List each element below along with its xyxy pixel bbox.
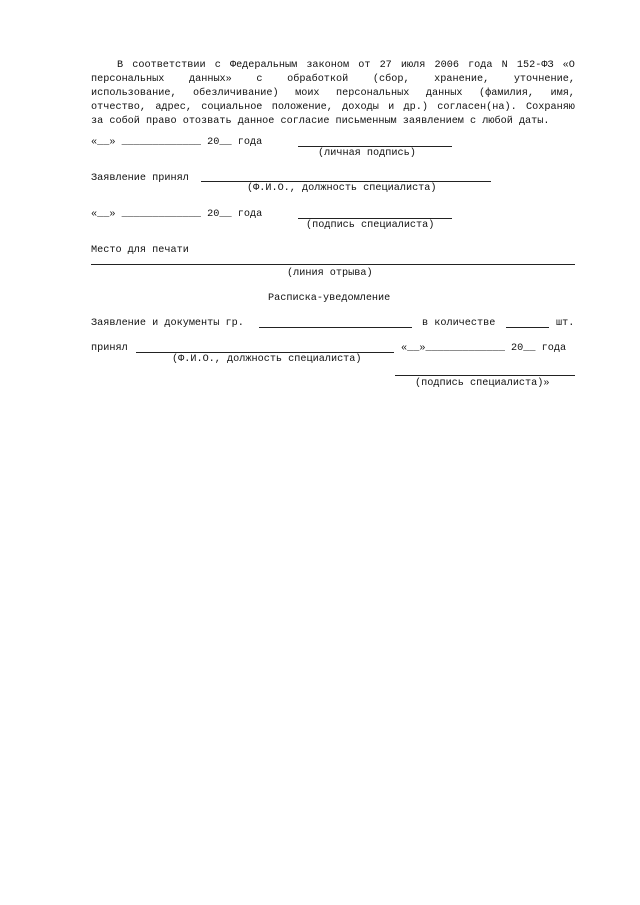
consent-text-line-3 [91,87,575,101]
consent-word: (фамилия, [478,88,535,99]
receipt-quantity-label: в количестве [422,318,496,329]
receipt-specialist-signature-line [395,375,575,376]
consent-word: законом [306,60,350,71]
consent-word: отчество, [91,102,147,113]
tear-off-line [91,264,575,265]
applicant-signature-caption: (личная подпись) [318,148,416,159]
consent-word: «О [562,60,575,71]
receipt-specialist-signature-caption: (подпись специалиста)» [415,378,550,389]
consent-word: Сохраняю [526,102,575,113]
consent-word: данных [425,88,463,99]
consent-word: социальное [201,102,263,113]
consent-word: обработкой [287,74,349,85]
consent-word: согласен(на). [437,102,517,113]
consent-word: 27 [379,60,392,71]
consent-word: с [256,74,263,85]
applicant-date-line: «__» _____________ 20__ года [91,137,263,148]
consent-word: моих [295,88,320,99]
consent-word: (сбор, [372,74,410,85]
consent-word: имя, [550,88,575,99]
consent-word: и [388,102,395,113]
consent-text-line-1 [91,59,575,73]
consent-text-line-2 [91,73,575,87]
accepted-by-name-caption: (Ф.И.О., должность специалиста) [247,183,437,194]
consent-word: от [358,60,371,71]
tear-off-line-caption: (линия отрыва) [287,268,373,279]
consent-word: персональных [91,74,165,85]
consent-word: с [214,60,221,71]
consent-word: персональных [336,88,410,99]
consent-text-line-4 [91,101,575,115]
receipt-citizen-name-line [259,327,412,328]
consent-word: июля [400,60,426,71]
consent-word: др.) [403,102,428,113]
consent-text-line-5: за собой право отозвать данное согласие письменным заявлением с любой даты. [91,116,550,127]
consent-word: обезличивание) [193,88,279,99]
receipt-specialist-name-caption: (Ф.И.О., должность специалиста) [172,354,362,365]
consent-word: доходы [342,102,379,113]
consent-word: хранение, [434,74,490,85]
receipt-docs-label: Заявление и документы гр. [91,318,244,329]
consent-word: Федеральным [229,60,298,71]
receipt-title: Расписка-уведомление [268,293,391,304]
consent-word: соответствии [132,60,206,71]
consent-word: 2006 [434,60,459,71]
consent-word: года [468,60,493,71]
consent-word: адрес, [155,102,192,113]
consent-word: В [117,60,124,71]
consent-word: данных» [188,74,232,85]
receipt-accepted-label: принял [91,343,128,354]
receipt-quantity-unit: шт. [556,318,575,329]
specialist-signature-caption: (подпись специалиста) [306,220,435,231]
consent-word: уточнение, [513,74,575,85]
consent-word: положение, [271,102,333,113]
receipt-date-line: «__»_____________ 20__ года [401,343,567,354]
stamp-place-label: Место для печати [91,245,189,256]
consent-word: 152-ФЗ [516,60,554,71]
consent-word: N [501,60,508,71]
accepted-by-label: Заявление принял [91,173,189,184]
receipt-quantity-line [506,327,549,328]
accepted-date-line: «__» _____________ 20__ года [91,209,263,220]
consent-word: использование, [91,88,177,99]
